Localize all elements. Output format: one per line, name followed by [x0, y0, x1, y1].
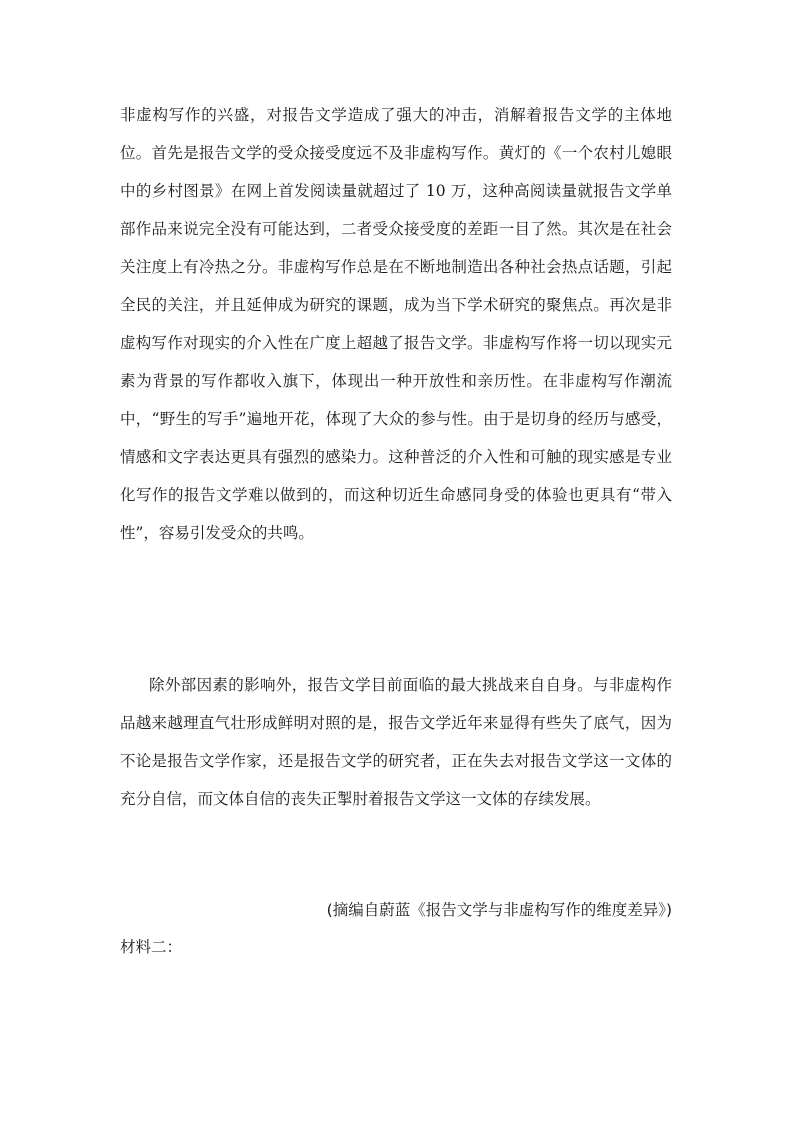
source-citation: (摘编自蔚蓝《报告文学与非虚构写作的维度差异》)	[326, 901, 672, 919]
material-two-label: 材料二：	[120, 938, 183, 956]
body-paragraph-2: 除外部因素的影响外，报告文学目前面临的最大挑战来自自身。与非虚构作品越来越理直气壮形成鲜明对照的是，报告文学近年来显得有些失了底气，因为不论是报告文学作家，还是报告文学的研究者，正在失去对报告文学这一文体的充分自信，而文体自信的丧失正掣肘着报告文学这一文体的存续发展。	[120, 676, 672, 808]
body-paragraph-1: 非虚构写作的兴盛，对报告文学造成了强大的冲击，消解着报告文学的主体地位。首先是报告文学的受众接受度远不及非虚构写作。黄灯的《一个农村儿媳眼中的乡村图景》在网上首发阅读量就超过了 10 万，这种高阅读量就报告文学单部作品来说完全没有可能达到，二者受众接受度的差距一目了然。其次是在社会关注度上有冷热之分。非虚构写作总是在不断地制造出各种社会热点话题，引起全民的关注，并且延伸成为研究的课题，成为当下学术研究的聚焦点。再次是非虚构写作对现实的介入性在广度上超越了报告文学。非虚构写作将一切以现实元素为背景的写作都收入旗下，体现出一种开放性和亲历性。在非虚构写作潮流中，“野生的写手”遍地开花，体现了大众的参与性。由于是切身的经历与感受，情感和文字表达更具有强烈的感染力。这种普泛的介入性和可触的现实感是专业化写作的报告文学难以做到的，而这种切近生命感同身受的体验也更具有“带入性”，容易引发受众的共鸣。	[120, 106, 672, 542]
